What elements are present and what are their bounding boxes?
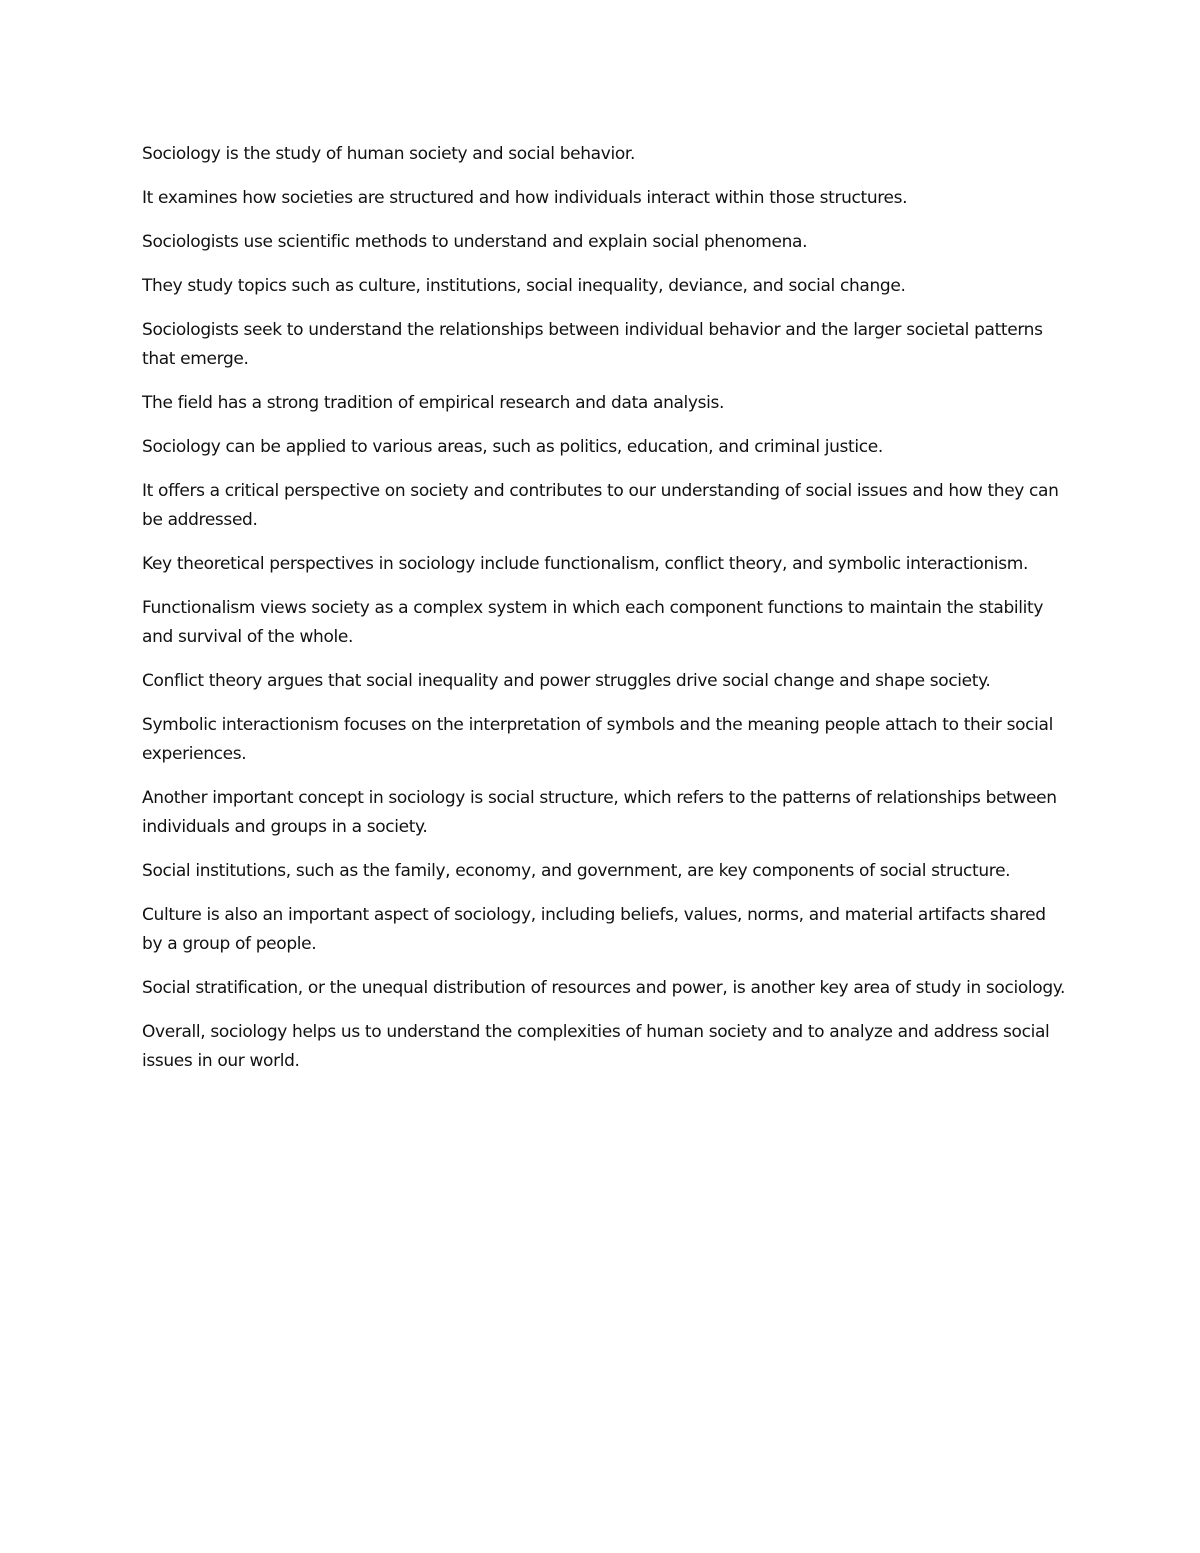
paragraph-11: Conflict theory argues that social inequality and power struggles drive social change and shape society.	[142, 671, 991, 691]
paragraph-8: It offers a critical perspective on society and contributes to our understanding of social issues and how they can be addressed.	[142, 481, 1059, 530]
paragraph-1: Sociology is the study of human society and social behavior.	[142, 144, 636, 164]
document-body	[142, 140, 1067, 1091]
paragraph-16: Social stratification, or the unequal distribution of resources and power, is another key area of study in sociology.	[142, 978, 1066, 998]
paragraph-3: Sociologists use scientific methods to understand and explain social phenomena.	[142, 232, 808, 252]
paragraph-14: Social institutions, such as the family, economy, and government, are key components of social structure.	[142, 861, 1011, 881]
paragraph-4: They study topics such as culture, institutions, social inequality, deviance, and social change.	[142, 276, 906, 296]
paragraph-2: It examines how societies are structured and how individuals interact within those structures.	[142, 188, 908, 208]
paragraph-12: Symbolic interactionism focuses on the interpretation of symbols and the meaning people attach to their social experiences.	[142, 715, 1053, 764]
paragraph-13: Another important concept in sociology is social structure, which refers to the patterns of relationships between individuals and groups in a society.	[142, 788, 1057, 837]
paragraph-5: Sociologists seek to understand the relationships between individual behavior and the larger societal patterns that emerge.	[142, 320, 1043, 369]
paragraph-15: Culture is also an important aspect of sociology, including beliefs, values, norms, and material artifacts shared by a group of people.	[142, 905, 1046, 954]
paragraph-6: The field has a strong tradition of empirical research and data analysis.	[142, 393, 725, 413]
paragraph-17: Overall, sociology helps us to understand the complexities of human society and to analyze and address social issues in our world.	[142, 1022, 1050, 1071]
paragraph-10: Functionalism views society as a complex system in which each component functions to maintain the stability and survival of the whole.	[142, 598, 1044, 647]
paragraph-9: Key theoretical perspectives in sociology include functionalism, conflict theory, and symbolic interactionism.	[142, 554, 1029, 574]
paragraph-7: Sociology can be applied to various areas, such as politics, education, and criminal justice.	[142, 437, 883, 457]
